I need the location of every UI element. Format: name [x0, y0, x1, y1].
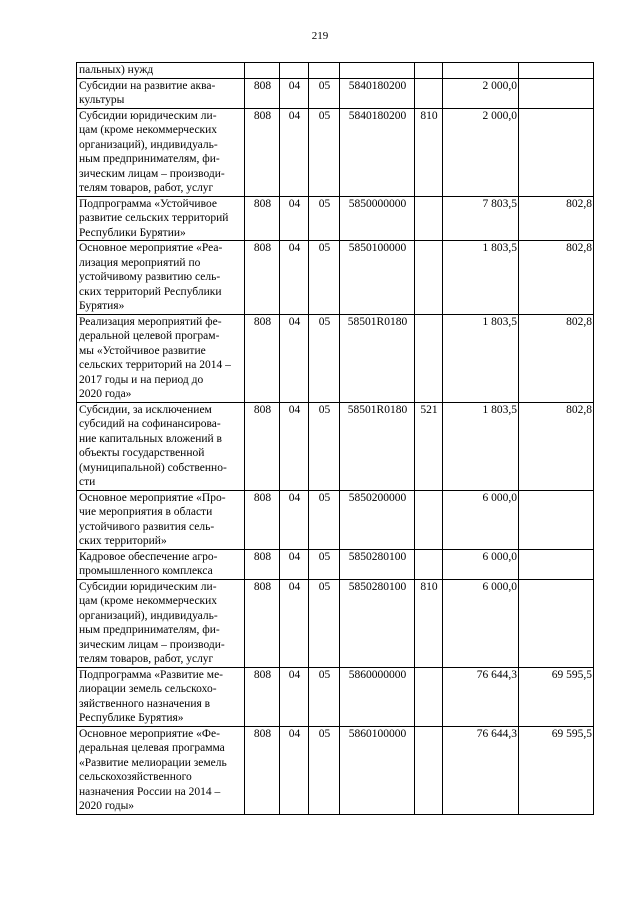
table-row: [77, 549, 594, 579]
amount-total: [443, 63, 519, 79]
row-name: Основное мероприятие «Про- чие мероприятия в области устойчивого развития сель- ских территорий»: [77, 490, 245, 549]
expense-type-code: [415, 549, 443, 579]
table-row: [77, 402, 594, 490]
table-row: [77, 579, 594, 667]
ministry-code: 808: [245, 78, 280, 108]
ministry-code: 808: [245, 579, 280, 667]
amount-total: 2 000,0: [443, 78, 519, 108]
expense-type-code: 810: [415, 579, 443, 667]
row-name: Субсидии юридическим ли- цам (кроме некоммерческих организаций), индивидуаль- ным предпринимателям, фи- зическим лицам – производи- телям товаров, работ, услуг: [77, 579, 245, 667]
amount-total: 1 803,5: [443, 402, 519, 490]
page-number: 219: [311, 30, 329, 42]
subsection-code: 05: [309, 549, 340, 579]
section-code: 04: [280, 314, 309, 402]
section-code: 04: [280, 667, 309, 726]
target-article-code: 5850200000: [340, 490, 415, 549]
target-article-code: 58501R0180: [340, 314, 415, 402]
ministry-code: 808: [245, 402, 280, 490]
subsection-code: 05: [309, 314, 340, 402]
budget-table: [76, 62, 594, 815]
ministry-code: 808: [245, 490, 280, 549]
expense-type-code: [415, 490, 443, 549]
table-row: [77, 63, 594, 79]
target-article-code: 5850100000: [340, 241, 415, 315]
amount-total: 6 000,0: [443, 490, 519, 549]
expense-type-code: [415, 667, 443, 726]
table-row: [77, 726, 594, 814]
table-row: [77, 196, 594, 241]
amount-total: 2 000,0: [443, 108, 519, 196]
row-name: Субсидии юридическим ли- цам (кроме некоммерческих организаций), индивидуаль- ным предпринимателям, фи- зическим лицам – производи- телям товаров, работ, услуг: [77, 108, 245, 196]
section-code: 04: [280, 241, 309, 315]
section-code: 04: [280, 579, 309, 667]
amount-federal: 69 595,5: [519, 726, 594, 814]
section-code: [280, 63, 309, 79]
amount-federal: [519, 108, 594, 196]
amount-total: 1 803,5: [443, 314, 519, 402]
ministry-code: 808: [245, 241, 280, 315]
amount-federal: 802,8: [519, 196, 594, 241]
amount-federal: 69 595,5: [519, 667, 594, 726]
expense-type-code: 810: [415, 108, 443, 196]
amount-federal: [519, 63, 594, 79]
subsection-code: 05: [309, 667, 340, 726]
expense-type-code: [415, 241, 443, 315]
subsection-code: 05: [309, 726, 340, 814]
amount-federal: [519, 549, 594, 579]
ministry-code: 808: [245, 549, 280, 579]
ministry-code: 808: [245, 667, 280, 726]
target-article-code: 5850280100: [340, 579, 415, 667]
table-row: [77, 78, 594, 108]
expense-type-code: [415, 196, 443, 241]
section-code: 04: [280, 402, 309, 490]
row-name: Кадровое обеспечение агро- промышленного комплекса: [77, 549, 245, 579]
row-name: Основное мероприятие «Реа- лизация мероприятий по устойчивому развитию сель- ских территорий Республики Бурятия»: [77, 241, 245, 315]
target-article-code: 5860100000: [340, 726, 415, 814]
amount-federal: 802,8: [519, 402, 594, 490]
table-row: [77, 490, 594, 549]
expense-type-code: [415, 726, 443, 814]
amount-total: 76 644,3: [443, 667, 519, 726]
amount-federal: 802,8: [519, 241, 594, 315]
section-code: 04: [280, 196, 309, 241]
row-name: Основное мероприятие «Фе- деральная целевая программа «Развитие мелиорации земель сельскохозяйственного назначения России на 2014 – 2020 годы»: [77, 726, 245, 814]
table-row: [77, 241, 594, 315]
target-article-code: 58501R0180: [340, 402, 415, 490]
section-code: 04: [280, 549, 309, 579]
table-row: [77, 314, 594, 402]
ministry-code: 808: [245, 726, 280, 814]
ministry-code: 808: [245, 196, 280, 241]
row-name: Подпрограмма «Устойчивое развитие сельских территорий Республики Бурятии»: [77, 196, 245, 241]
expense-type-code: [415, 78, 443, 108]
section-code: 04: [280, 78, 309, 108]
row-name: Субсидии, за исключением субсидий на софинансирова- ние капитальных вложений в объекты государственной (муниципальной) собственно- сти: [77, 402, 245, 490]
expense-type-code: [415, 314, 443, 402]
row-name: Реализация мероприятий фе- деральной целевой програм- мы «Устойчивое развитие сельских территорий на 2014 – 2017 годы и на период до 2020 года»: [77, 314, 245, 402]
expense-type-code: 521: [415, 402, 443, 490]
section-code: 04: [280, 726, 309, 814]
section-code: 04: [280, 108, 309, 196]
amount-total: 76 644,3: [443, 726, 519, 814]
ministry-code: 808: [245, 314, 280, 402]
amount-total: 6 000,0: [443, 579, 519, 667]
table-row: [77, 108, 594, 196]
amount-total: 1 803,5: [443, 241, 519, 315]
amount-total: 6 000,0: [443, 549, 519, 579]
subsection-code: [309, 63, 340, 79]
subsection-code: 05: [309, 490, 340, 549]
ministry-code: 808: [245, 108, 280, 196]
ministry-code: [245, 63, 280, 79]
target-article-code: 5850000000: [340, 196, 415, 241]
row-name: пальных) нужд: [77, 63, 245, 79]
amount-federal: 802,8: [519, 314, 594, 402]
target-article-code: 5850280100: [340, 549, 415, 579]
expense-type-code: [415, 63, 443, 79]
target-article-code: [340, 63, 415, 79]
amount-total: 7 803,5: [443, 196, 519, 241]
subsection-code: 05: [309, 241, 340, 315]
amount-federal: [519, 579, 594, 667]
target-article-code: 5840180200: [340, 108, 415, 196]
subsection-code: 05: [309, 78, 340, 108]
row-name: Субсидии на развитие аква- культуры: [77, 78, 245, 108]
section-code: 04: [280, 490, 309, 549]
subsection-code: 05: [309, 402, 340, 490]
subsection-code: 05: [309, 579, 340, 667]
target-article-code: 5840180200: [340, 78, 415, 108]
subsection-code: 05: [309, 196, 340, 241]
target-article-code: 5860000000: [340, 667, 415, 726]
amount-federal: [519, 78, 594, 108]
amount-federal: [519, 490, 594, 549]
table-row: [77, 667, 594, 726]
subsection-code: 05: [309, 108, 340, 196]
row-name: Подпрограмма «Развитие ме- лиорации земель сельскохо- зяйственного назначения в Республике Бурятия»: [77, 667, 245, 726]
